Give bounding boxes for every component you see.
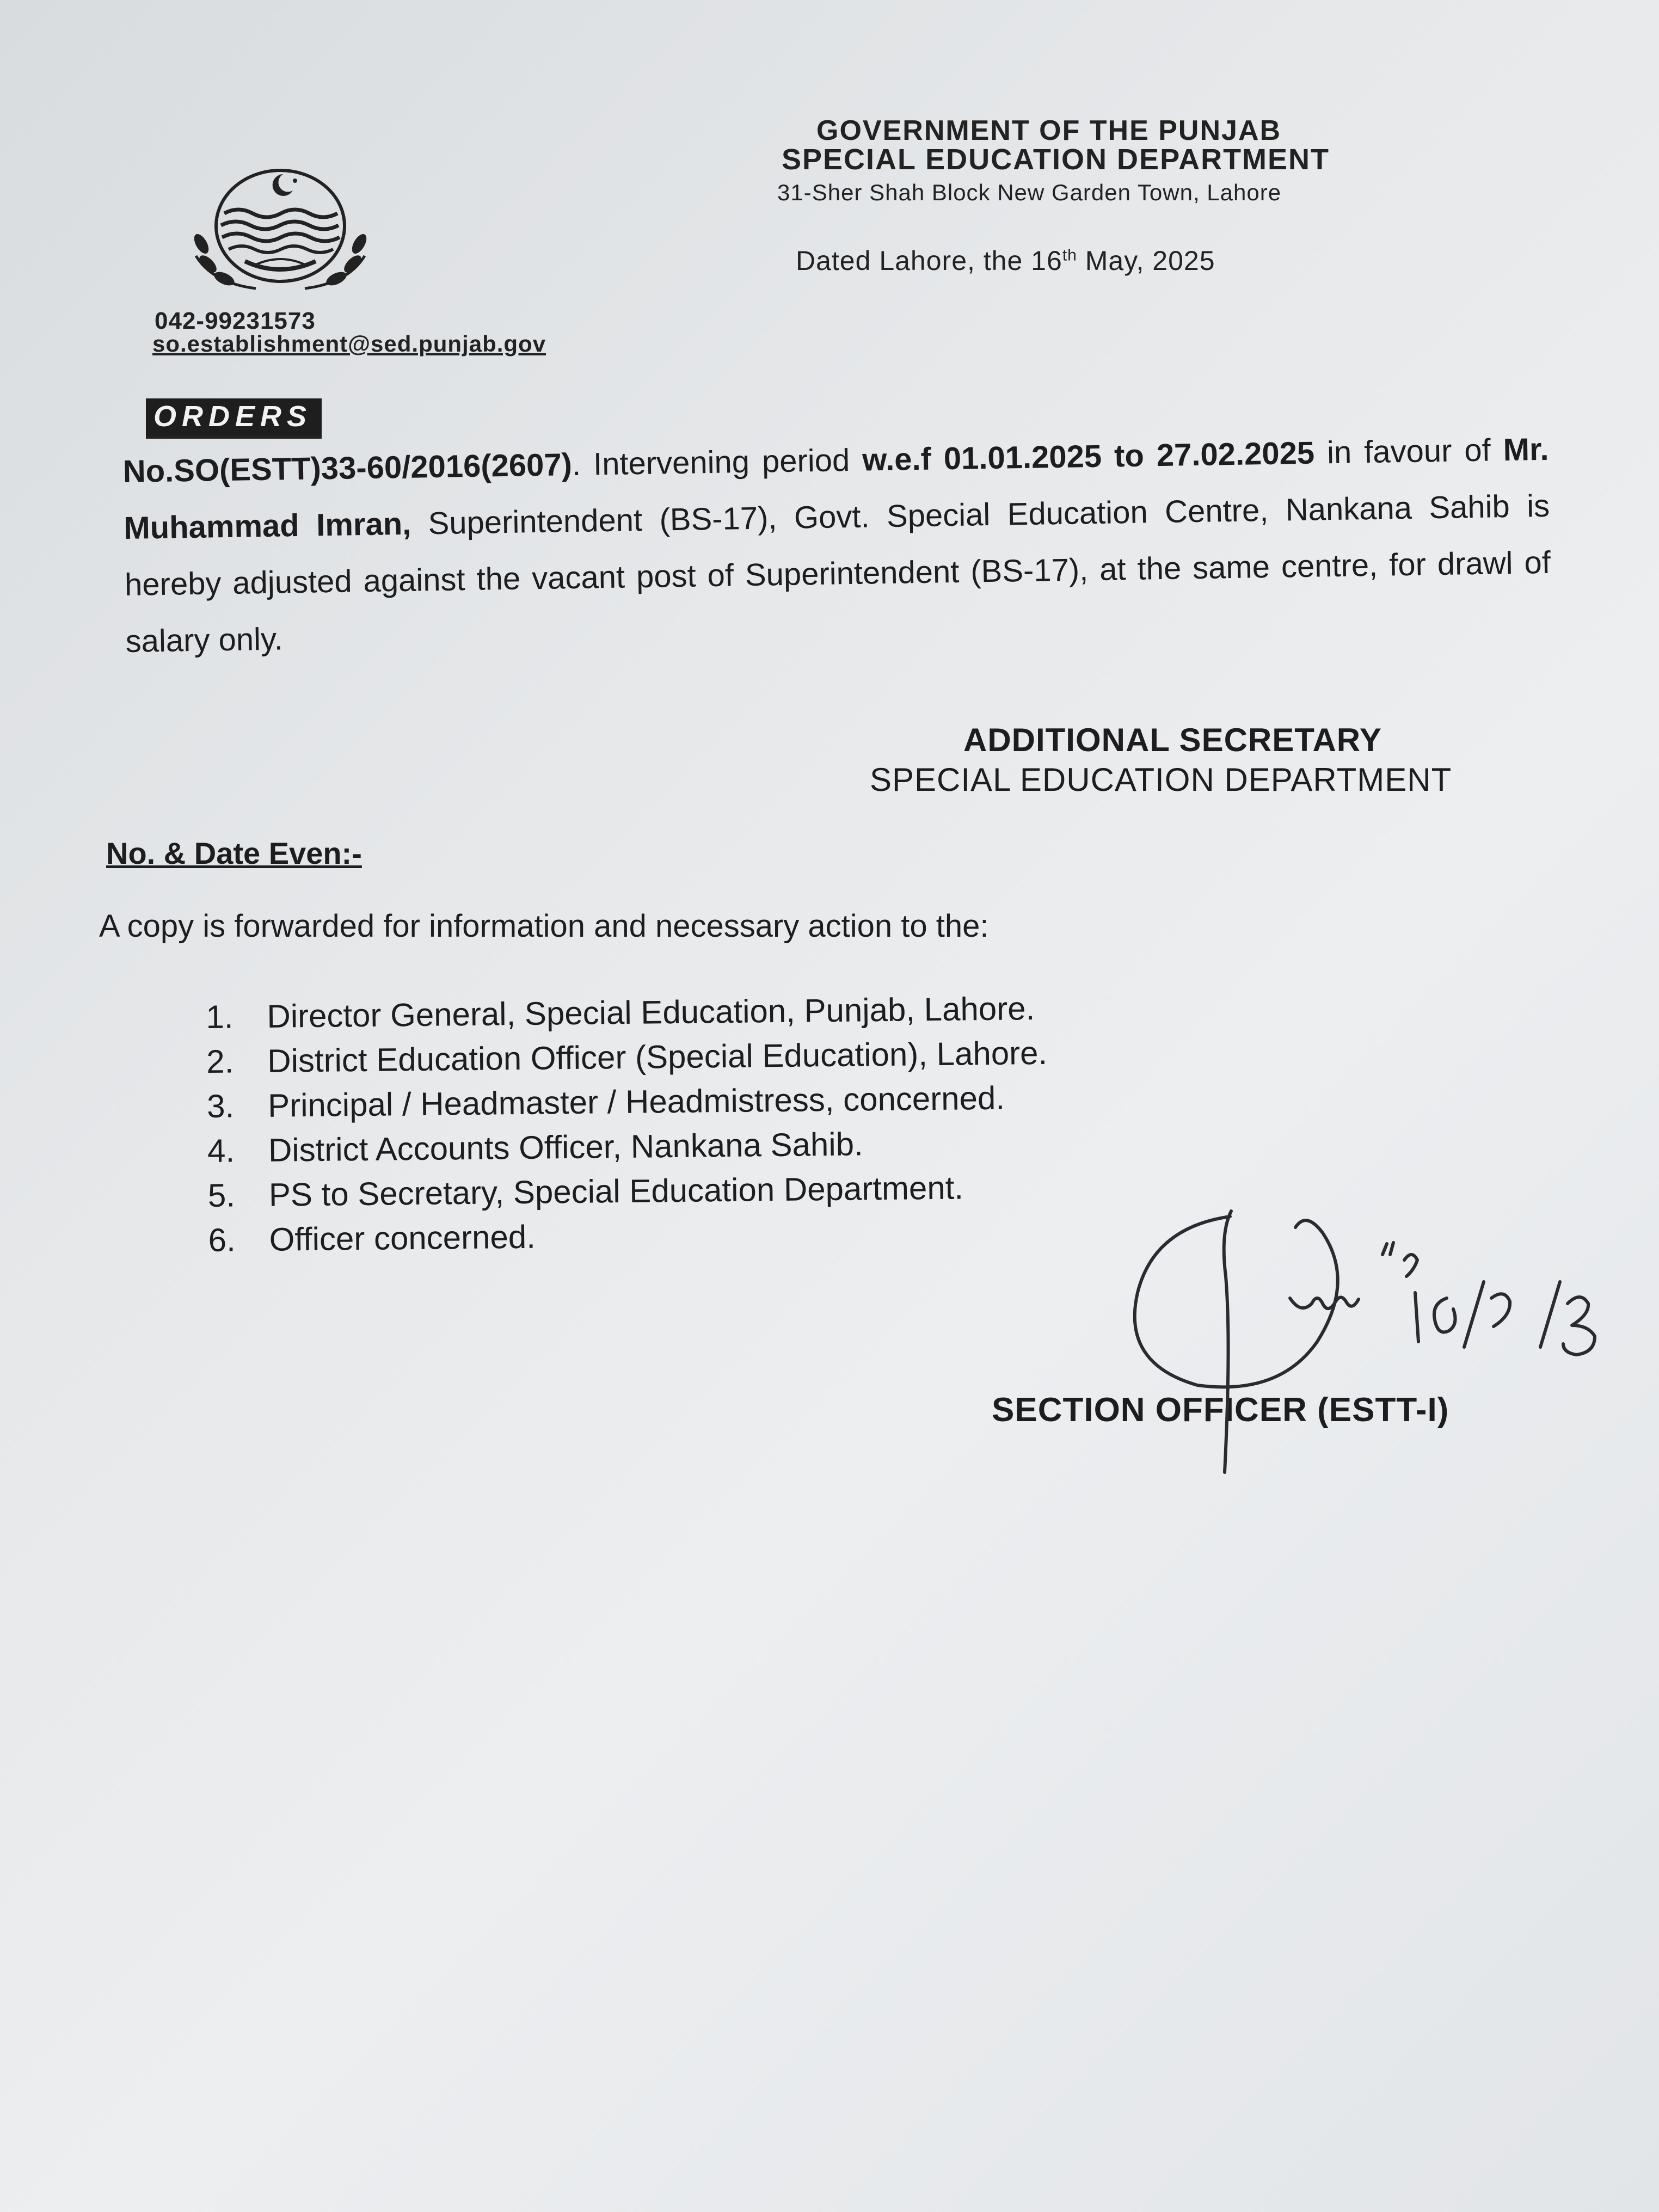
letter-date: Dated Lahore, the 16th May, 2025 [796, 245, 1215, 276]
contact-phone: 042-99231573 [155, 308, 316, 334]
order-period: w.e.f 01.01.2025 to 27.02.2025 [862, 435, 1315, 478]
handwritten-signature-icon [1110, 1195, 1611, 1500]
section-officer-title: SECTION OFFICER (ESTT-I) [992, 1391, 1449, 1429]
order-person: Mr. Muhammad Imran, [123, 431, 1549, 546]
list-item: 5. PS to Secretary, Special Education Department. [207, 1169, 964, 1214]
list-item: 3. Principal / Headmaster / Headmistress, concerned. [206, 1079, 1005, 1125]
department-address: 31-Sher Shah Block New Garden Town, Lahore [777, 180, 1282, 205]
government-heading: GOVERNMENT OF THE PUNJAB [816, 115, 1282, 146]
endorsement-intro: A copy is forwarded for information and necessary action to the: [99, 908, 989, 944]
signatory-title: ADDITIONAL SECRETARY [963, 722, 1382, 758]
department-heading: SPECIAL EDUCATION DEPARTMENT [782, 143, 1330, 176]
list-item: 4. District Accounts Officer, Nankana Sahib. [207, 1126, 864, 1169]
list-item: 1. Director General, Special Education, Punjab, Lahore. [206, 990, 1035, 1035]
punjab-government-emblem-icon [174, 152, 386, 299]
order-paragraph: No.SO(ESTT)33-60/2016(2607). Intervening period w.e.f 01.01.2025 to 27.02.2025 in favour of Mr. Muhammad Imran, Superintendent (BS-17), Govt. Special Education Centre, Nankana Sahib is hereby adjusted against the vacant post of Superintendent (BS-17), at the same centre, for drawl of salary only. [122, 431, 1551, 659]
list-item: 6. Officer concerned. [208, 1218, 536, 1258]
recipient-list [206, 986, 1049, 1263]
order-reference-number: No.SO(ESTT)33-60/2016(2607) [122, 447, 573, 489]
endorsement-heading: No. & Date Even:- [106, 836, 362, 870]
orders-heading: ORDERS [146, 398, 322, 439]
contact-email: so.establishment@sed.punjab.gov [152, 331, 546, 357]
list-item: 2. District Education Officer (Special Education), Lahore. [206, 1034, 1048, 1080]
signatory-department: SPECIAL EDUCATION DEPARTMENT [870, 761, 1452, 798]
